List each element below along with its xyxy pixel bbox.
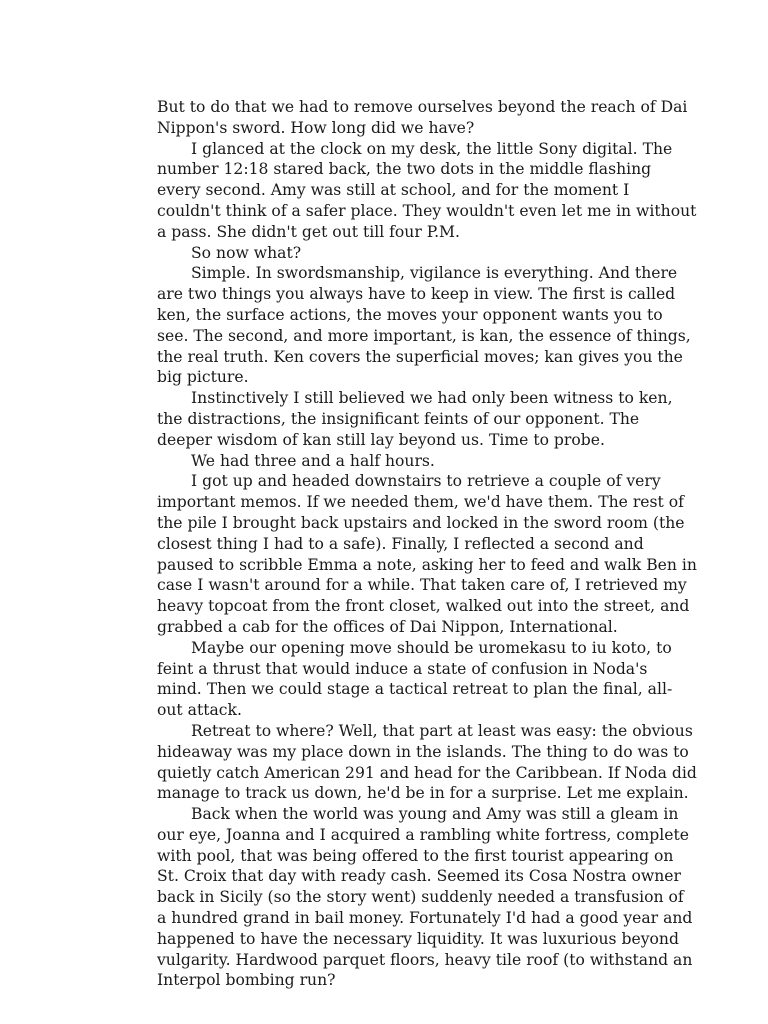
paragraph: I got up and headed downstairs to retrieve a couple of very important memos. If we needed them, we'd have them. The rest of the pile I brought back upstairs and locked in the sword room (the closest thing I had to a safe). Finally, I reflected a second and paused to scribble Emma a note, asking her to feed and walk Ben in case I wasn't around for a while. That taken care of, I retrieved my heavy topcoat from the front closet, walked out into the street, and grabbed a cab for the offices of Dai Nippon, International. [157,472,697,636]
paragraph: Maybe our opening move should be uromekasu to iu koto, to feint a thrust that would induce a state of confusion in Noda's mind. Then we could stage a tactical retreat to plan the final, all-out attack. [157,638,673,720]
paragraph: We had three and a half hours. [191,451,435,470]
paragraph: Back when the world was young and Amy was still a gleam in our eye, Joanna and I acquired a rambling white fortress, complete with pool, that was being offered to the first tourist appearing on St. Croix that day with ready cash. Seemed its Cosa Nostra owner back in Sicily (so the story went) suddenly needed a transfusion of a hundred grand in bail money. Fortunately I'd had a good year and happened to have the necessary liquidity. It was luxurious beyond vulgarity. Hardwood parquet floors, heavy tile roof (to withstand an Interpol bombing run? [157,805,693,990]
paragraph: I glanced at the clock on my desk, the little Sony digital. The number 12:18 stared back, the two dots in the middle flashing every second. Amy was still at school, and for the moment I couldn't think of a safer place. They wouldn't even let me in without a pass. She didn't get out till four P.M. [157,139,697,241]
paragraph: So now what? [191,243,302,262]
paragraph: Instinctively I still believed we had only been witness to ken, the distractions, the insignificant feints of our opponent. The deeper wisdom of kan still lay beyond us. Time to probe. [157,389,673,449]
paragraph: But to do that we had to remove ourselves beyond the reach of Dai Nippon's sword. How long did we have? [157,98,688,137]
paragraph: Simple. In swordsmanship, vigilance is everything. And there are two things you always have to keep in view. The first is called ken, the surface actions, the moves your opponent wants you to see. The second, and more important, is kan, the essence of things, the real truth. Ken covers the superficial moves; kan gives you the big picture. [157,264,691,387]
book-page [157,97,697,991]
paragraph: Retreat to where? Well, that part at least was easy: the obvious hideaway was my place down in the islands. The thing to do was to quietly catch American 291 and head for the Caribbean. If Noda did manage to track us down, he'd be in for a surprise. Let me explain. [157,721,697,803]
